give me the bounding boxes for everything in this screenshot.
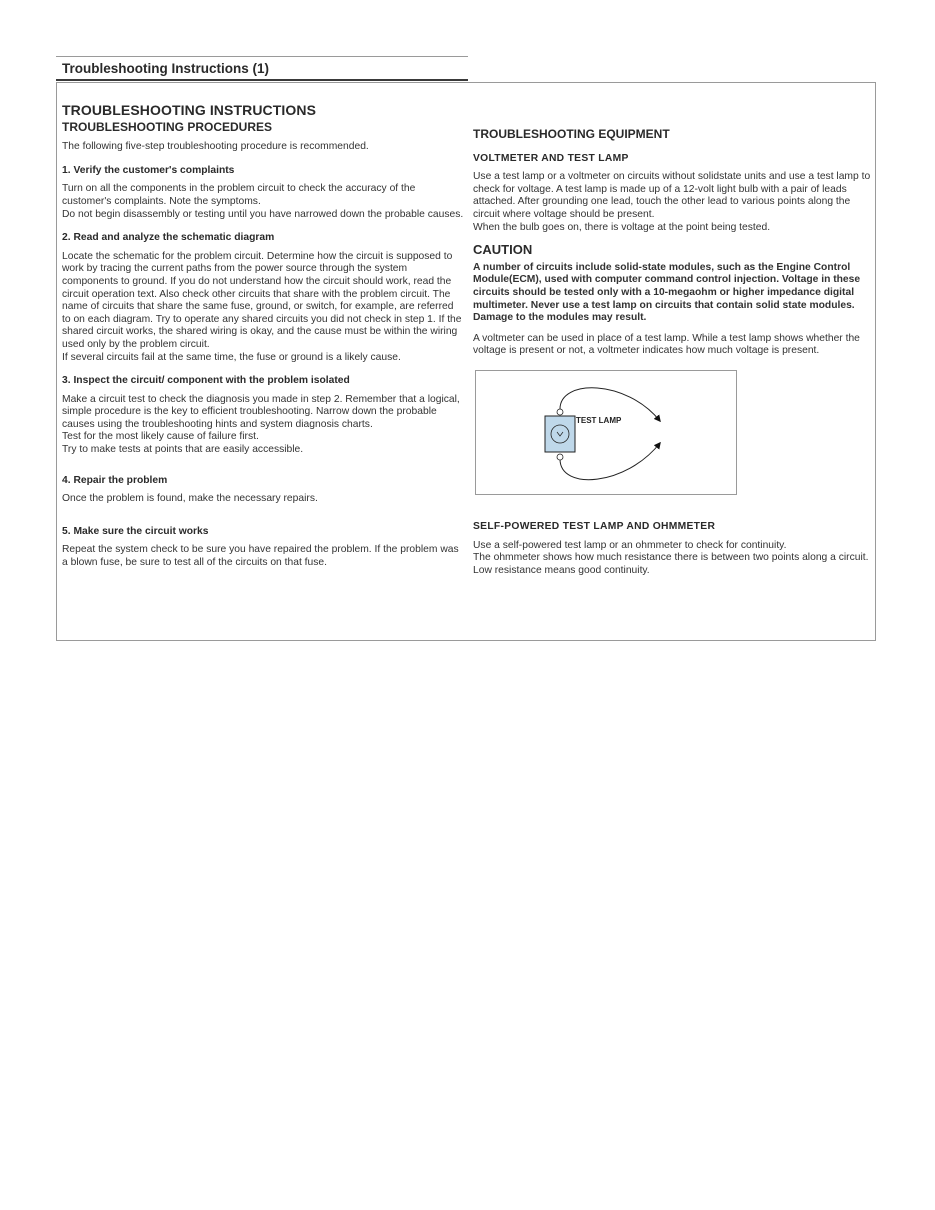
section-tab-title: Troubleshooting Instructions (1) [62,61,269,76]
self-powered-text: The ohmmeter shows how much resistance there is between two points along a circuit. Low resistance means good continuity. [473,552,869,576]
step-1-text: Turn on all the components in the problem circuit to check the accuracy of the customer's complaints. Note the symptoms. [62,183,416,207]
procedures-intro: The following five-step troubleshooting procedure is recommended. [62,141,369,153]
step-3-text: Try to make tests at points that are easily accessible. [62,444,304,456]
step-1-heading: 1. Verify the customer's complaints [62,164,235,176]
lamp-housing [545,416,575,452]
lower-terminal [557,454,563,460]
step-3-text: Make a circuit test to check the diagnosis you made in step 2. Remember that a logical, simple procedure is the key to efficient troubleshooting. Narrow down the probable causes using the troubleshooting hints and system diagnosis charts. [62,393,460,430]
step-2-text: Locate the schematic for the problem circuit. Determine how the circuit is supposed to work by tracing the current paths from the power source through the system components to ground. If you do not understand how the circuit should work, read the circuit operation text. Also check other circuits that share with the problem circuit. The name of circuits that share the same fuse, ground, or switch, for example, are referred to on each diagram. Try to operate any shared circuits you did not check in step 1. If the shared circuit works, the shared wiring is okay, and the cause must be within the wiring used only by the problem circuit. [62,250,462,350]
procedures-heading: TROUBLESHOOTING PROCEDURES [62,119,273,134]
self-powered-text: Use a self-powered test lamp or an ohmmeter to check for continuity. [473,539,787,551]
upper-terminal [557,409,563,415]
voltmeter-text: A voltmeter can be used in place of a test lamp. While a test lamp shows whether the voltage is present or not, a voltmeter indicates how much voltage is present. [473,332,860,357]
step-1-text: Do not begin disassembly or testing until you have narrowed down the probable causes. [62,208,464,220]
test-lamp-figure [475,370,737,495]
section-tab-header [56,56,468,81]
left-column [62,104,464,570]
step-3-heading: 3. Inspect the circuit/ component with the problem isolated [62,375,350,387]
caution-text: A number of circuits include solid-state modules, such as the Engine Control Module(ECM), used with computer command control injection. Voltage in these circuits should be tested only with a 10-megaohm or higher impedance digital multimeter. Never use a test lamp on circuits that contain solid state modules. Damage to the modules may result. [473,261,861,324]
voltmeter-text: Use a test lamp or a voltmeter on circuits without solidstate units and use a test lamp to check for voltage. A test lamp is made up of a 12-volt light bulb with a pair of leads attached. After grounding one lead, touch the other lead to various points along the circuit where voltage should be present. [473,171,871,220]
step-2-text: If several circuits fail at the same time, the fuse or ground is a likely cause. [62,351,401,363]
voltmeter-heading: VOLTMETER AND TEST LAMP [473,152,629,164]
step-2-heading: 2. Read and analyze the schematic diagram [62,232,275,244]
step-5-text: Repeat the system check to be sure you have repaired the problem. If the problem was a blown fuse, be sure to test all of the circuits on that fuse. [62,544,459,569]
step-5-heading: 5. Make sure the circuit works [62,525,209,537]
equipment-heading: TROUBLESHOOTING EQUIPMENT [473,127,670,141]
right-column [473,128,871,577]
step-4-heading: 4. Repair the problem [62,474,168,486]
self-powered-heading: SELF-POWERED TEST LAMP AND OHMMETER [473,520,716,532]
voltmeter-text: When the bulb goes on, there is voltage at the point being tested. [473,221,771,233]
step-4-text: Once the problem is found, make the necessary repairs. [62,493,318,505]
step-3-text: Test for the most likely cause of failure first. [62,431,259,443]
caution-heading: CAUTION [473,242,533,258]
test-lamp-label: TEST LAMP [576,415,622,425]
main-title: TROUBLESHOOTING INSTRUCTIONS [62,102,317,118]
test-lamp-diagram [476,371,738,496]
